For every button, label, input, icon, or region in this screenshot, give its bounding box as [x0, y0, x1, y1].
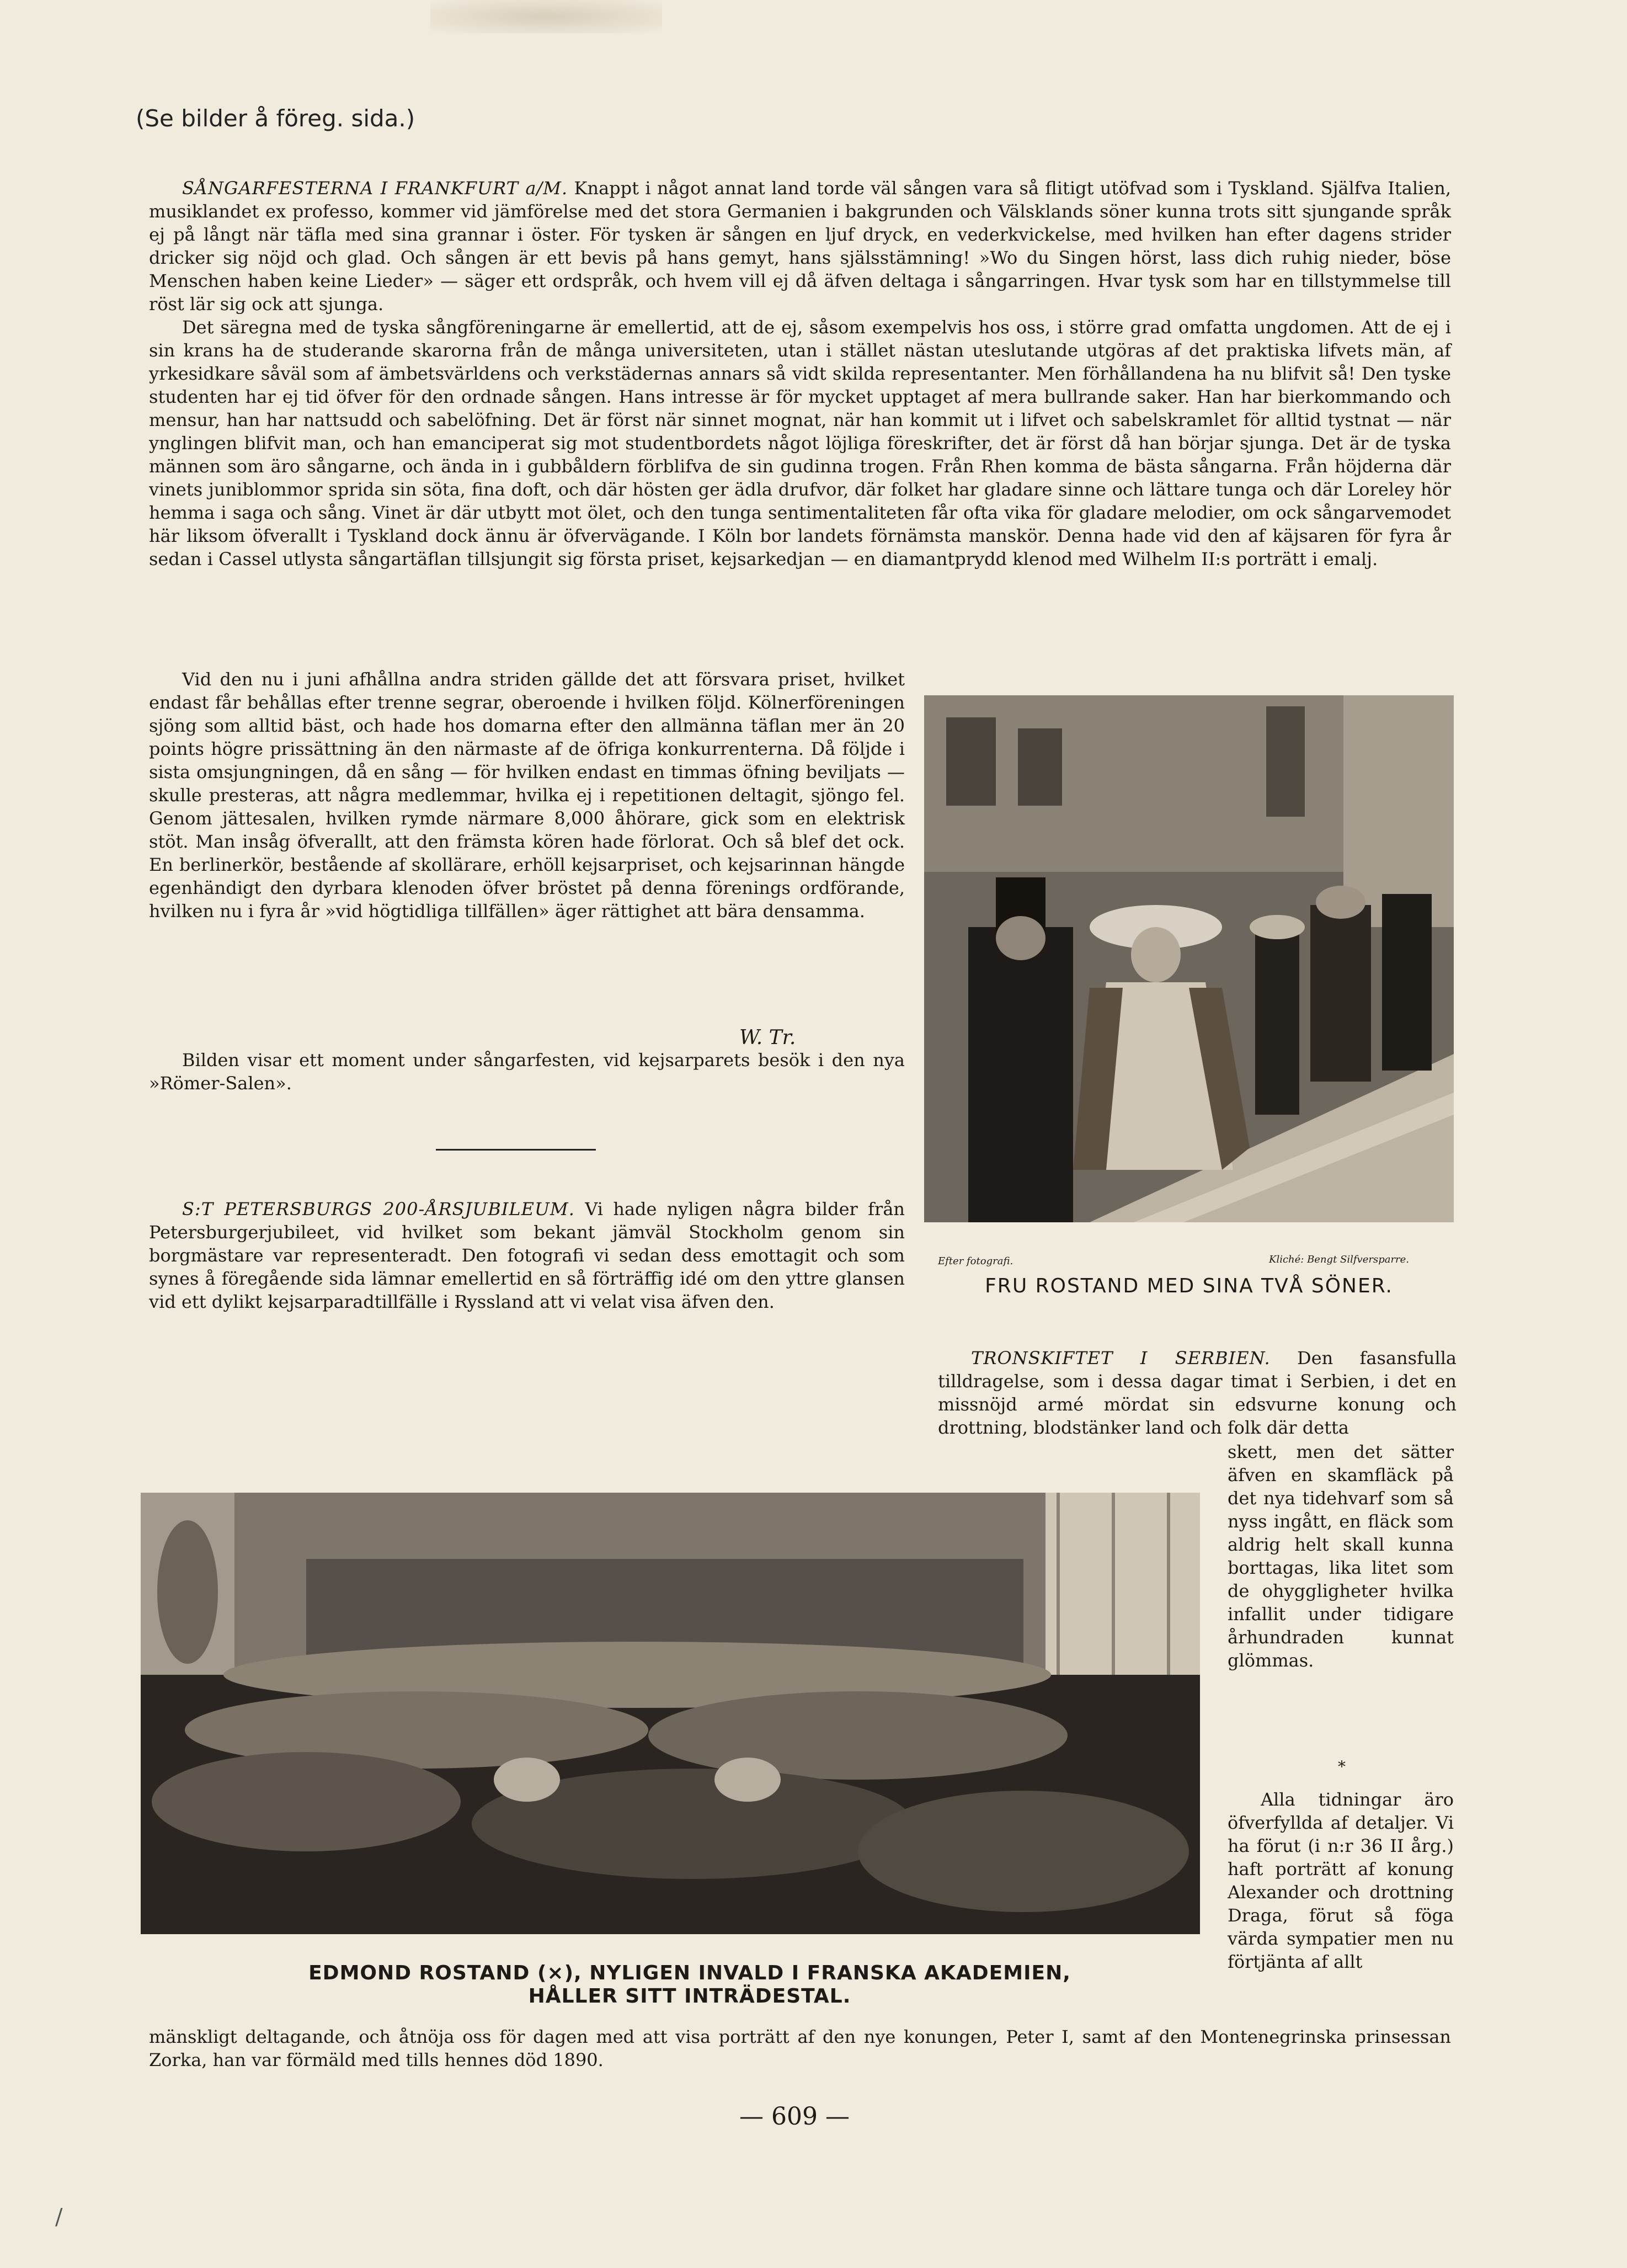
article-paragraph [149, 316, 1451, 571]
caption-line: HÅLLER SITT INTRÄDESTAL. [528, 1985, 851, 2008]
section-asterisk: * [1338, 1758, 1346, 1776]
article-heading: SÅNGARFESTERNA I FRANKFURT a/M. [182, 178, 568, 199]
paragraph-text: mänskligt deltagande, och åtnöja oss för dagen med att visa porträtt af den nye konungen, Peter I, samt af den Montenegrinska prinsessan Zorka, han var förmäld med tills hennes död 1890. [149, 2026, 1451, 2070]
article-sangarfesterna-footnote [149, 1048, 905, 1095]
article-sangarfesterna-intro [149, 177, 1451, 571]
section-divider [436, 1149, 596, 1151]
paper-stain [430, 0, 662, 33]
article-heading: S:T PETERSBURGS 200-ÅRSJUBILEUM. [182, 1199, 575, 1220]
paragraph-text: Den fasansfulla tilldragelse, som i dessa dagar timat i Serbien, i det en missnöjd armé mördat sin edsvurne konung och drottning, blodstänker land och folk där detta [938, 1348, 1457, 1438]
article-paragraph [149, 1048, 905, 1095]
photo-edmond-rostand [141, 1493, 1200, 1934]
cliche-credit: Kliché: Bengt Silfversparre. [1269, 1254, 1410, 1265]
article-petersburg [149, 1197, 905, 1313]
article-paragraph [1228, 1788, 1454, 1973]
paragraph-text: Alla tidningar äro öfverfyllda af detaljer. Vi ha förut (i n:r 36 II årg.) haft porträtt af konung Alexander och drottning Draga, förut så föga värda sympatier men nu förtjänta af allt [1228, 1789, 1454, 1972]
article-serbien-narrow [1228, 1440, 1454, 1672]
paragraph-text: skett, men det sätter äfven en skamfläck på det nya tidehvarf som så nyss ingått, en fläck som aldrig helt skall kunna borttagas, lika litet som de ohyggligheter hvilka infallit under tidigare århundraden kunnat glömmas. [1228, 1441, 1454, 1671]
photo-caption: FRU ROSTAND MED SINA TVÅ SÖNER. [985, 1275, 1393, 1297]
article-signature: W. Tr. [739, 1026, 796, 1049]
article-serbien-final [149, 2025, 1451, 2072]
photo-credit: Efter fotografi. [938, 1255, 1013, 1267]
page-number: — 609 — [739, 2102, 850, 2131]
paragraph-text: Bilden visar ett moment under sångarfesten, vid kejsarparets besök i den nya »Römer-Salen». [149, 1050, 905, 1094]
article-serbien-continued [1228, 1788, 1454, 1973]
article-heading: TRONSKIFTET I SERBIEN. [971, 1348, 1271, 1369]
paragraph-text: Det säregna med de tyska sångföreningarne är emellertid, att de ej, såsom exempelvis hos oss, i större grad omfatta ungdomen. Att de ej i sin krans ha de studerande skarorna från de många universiteten, utan i stället nästan uteslutande utgöras af det praktiska lifvets män, af yrkesidkare såväl som af ämbetsvärldens och verkstädernas annars så vidt skilda representanter. Men förhållandena ha nu blifvit så! Den tyske studenten har ej tid öfver för den ordnade sången. Hans intresse är för mycket upptaget af mera bullrande saker. Han har bierkommando och mensur, han har nattsudd och sabelöfning. Det är först när sinnet mognat, när han kommit ut i lifvet och sabelskramlet för alltid tystnat — när ynglingen blifvit man, och han emanciperat sig mot studentbordets något löjliga föreskrifter, det är först då han börjar sjunga. Det är de tyska männen som äro sångarne, och ända in i gubbåldern förblifva de sin gudinna trogen. Från Rhen komma de bästa sångarna. Från höjderna där vinets juniblommor sprida sin söta, fina doft, och där hösten ger ädla drufvor, där folket har gladare sinne och lättare tunga och där Loreley hör hemma i saga och sång. Vinet är där utbytt mot ölet, och den tunga sentimentaliteten får ofta vika för gladare melodier, om ock sångarvemodet här liksom öfverallt i Tyskland dock ännu är öfvervägande. I Köln bor landets förnämsta manskör. Denna hade vid den af käjsaren för fyra år sedan i Cassel utlysta sångartäflan tillsjungit sig första priset, kejsarkedjan — en diamantprydd klenod med Wilhelm II:s porträtt i emalj. [149, 317, 1451, 569]
margin-mark: / [55, 2205, 63, 2230]
article-paragraph [149, 177, 1451, 316]
photo-caption [166, 1962, 1214, 2008]
paragraph-text: Vi hade nyligen några bilder från Petersburgerjubileet, vid hvilket som bekant jämväl Stockholm genom sin borgmästare var representeradt. Den fotografi vi sedan dess emottagit och som synes å föregående sida lämnar emellertid en så förträffig idé om den yttre glansen vid ett dylikt kejsarparadtillfälle i Ryssland att vi velat visa äfven den. [149, 1199, 905, 1312]
article-sangarfesterna-column [149, 668, 905, 923]
top-note: (Se bilder å föreg. sida.) [136, 105, 415, 132]
photo-fru-rostand [924, 695, 1454, 1222]
article-paragraph [938, 1346, 1457, 1439]
paragraph-text: Knappt i något annat land torde väl sången vara så flitigt utöfvad som i Tyskland. Själfva Italien, musiklandet ex professo, kommer vid jämförelse med det stora Germanien i bakgrunden och Välsklands söner kunna trots sitt sjungande språk ej på långt när täfla med sina grannar i öster. För tysken är sången en ljuf dryck, en vederkvickelse, med hvilken han efter dagens strider dricker sig nöjd och glad. Och sången är ett bevis på hans gemyt, hans själsstämning! »Wo du Singen hörst, lass dich ruhig nieder, böse Menschen haben keine Lieder» — säger ett ordspråk, och hvem vill ej då äfven deltaga i sångarringen. Hvar tysk som har en tillstymmelse till röst lär sig ock att sjunga. [149, 178, 1452, 315]
caption-line: EDMOND ROSTAND (×), NYLIGEN INVALD I FRANSKA AKADEMIEN, [308, 1962, 1071, 1984]
article-serbien [938, 1346, 1457, 1439]
article-paragraph [149, 1197, 905, 1313]
article-paragraph [149, 668, 905, 923]
paragraph-text: Vid den nu i juni afhållna andra striden gällde det att försvara priset, hvilket endast får behållas efter trenne segrar, oberoende i hvilken följd. Kölnerföreningen sjöng som alltid bäst, och hade hos domarna efter den allmänna täflan mer än 20 points högre prissättning än den närmaste af de öfriga konkurrenterna. Då följde i sista omsjungningen, då en sång — för hvilken endast en timmas öfning beviljats — skulle presteras, att några medlemmar, hvilka ej i repetitionen deltagit, sjöngo fel. Genom jättesalen, hvilken rymde närmare 8,000 åhörare, gick som en elektrisk stöt. Man insåg öfverallt, att den främsta kören hade förlorat. Och så blef det ock. En berlinerkör, bestående af skollärare, erhöll kejsarpriset, och kejsarinnan hängde egenhändigt den dyrbara klenoden öfver bröstet på denna förenings ordförande, hvilken nu i fyra år »vid högtidliga tillfällen» äger rättighet att bära densamma. [149, 669, 905, 922]
